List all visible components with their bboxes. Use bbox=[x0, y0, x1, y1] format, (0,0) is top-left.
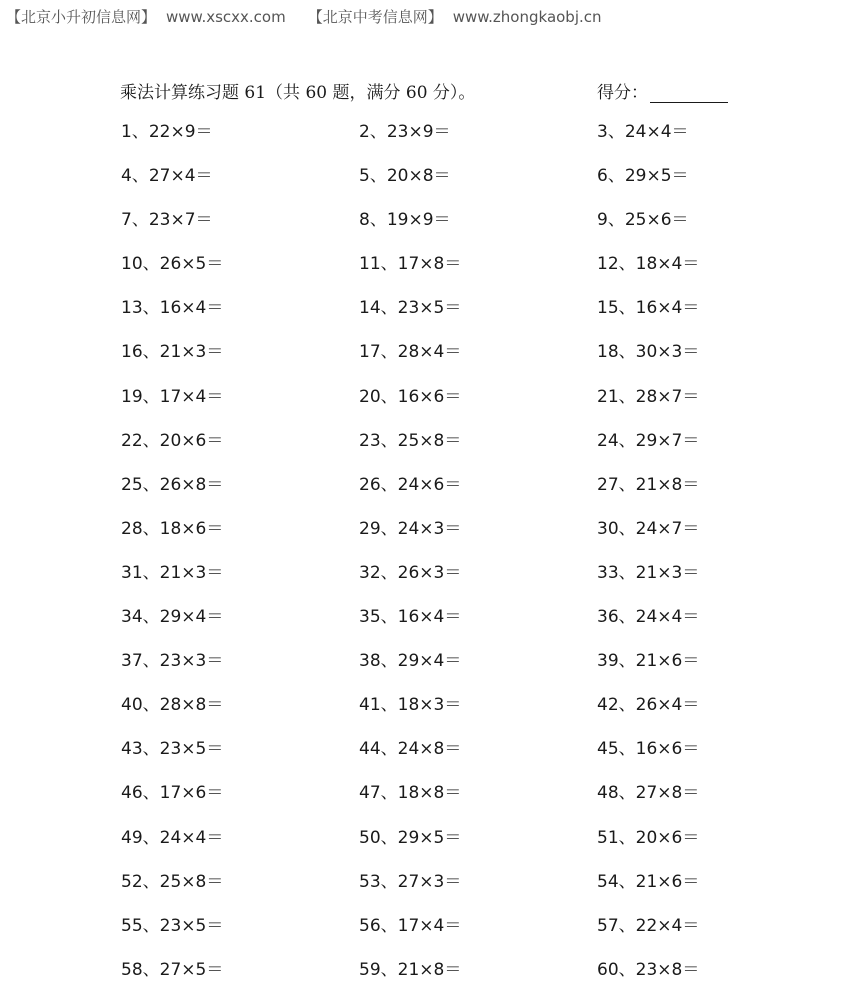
problem-item: 41、18×3＝ bbox=[359, 695, 462, 716]
problem-item: 19、17×4＝ bbox=[121, 386, 224, 407]
problem-item: 36、24×4＝ bbox=[597, 607, 700, 628]
problem-item: 43、23×5＝ bbox=[121, 739, 224, 760]
problem-item: 34、29×4＝ bbox=[121, 607, 224, 628]
problem-item: 18、30×3＝ bbox=[597, 342, 700, 363]
problem-item: 4、27×4＝ bbox=[121, 166, 213, 187]
problem-item: 22、20×6＝ bbox=[121, 430, 224, 451]
problem-item: 29、24×3＝ bbox=[359, 518, 462, 539]
score-blank-line[interactable] bbox=[650, 84, 728, 103]
problem-item: 11、17×8＝ bbox=[359, 254, 462, 275]
score-field bbox=[597, 78, 728, 103]
problem-item: 32、26×3＝ bbox=[359, 562, 462, 583]
problem-item: 46、17×6＝ bbox=[121, 783, 224, 804]
problem-item: 31、21×3＝ bbox=[121, 562, 224, 583]
problem-item: 21、28×7＝ bbox=[597, 386, 700, 407]
problem-item: 30、24×7＝ bbox=[597, 518, 700, 539]
problem-item: 55、23×5＝ bbox=[121, 915, 224, 936]
problem-item: 47、18×8＝ bbox=[359, 783, 462, 804]
problem-item: 39、21×6＝ bbox=[597, 651, 700, 672]
problem-item: 27、21×8＝ bbox=[597, 474, 700, 495]
problem-item: 24、29×7＝ bbox=[597, 430, 700, 451]
problem-item: 20、16×6＝ bbox=[359, 386, 462, 407]
problem-item: 44、24×8＝ bbox=[359, 739, 462, 760]
problem-item: 50、29×5＝ bbox=[359, 827, 462, 848]
problem-item: 13、16×4＝ bbox=[121, 298, 224, 319]
problem-item: 54、21×6＝ bbox=[597, 871, 700, 892]
problem-item: 6、29×5＝ bbox=[597, 166, 689, 187]
problem-item: 38、29×4＝ bbox=[359, 651, 462, 672]
problem-item: 52、25×8＝ bbox=[121, 871, 224, 892]
problem-item: 12、18×4＝ bbox=[597, 254, 700, 275]
site1-name: 【北京小升初信息网】 bbox=[6, 8, 157, 26]
site2-name: 【北京中考信息网】 bbox=[307, 8, 443, 26]
problem-item: 16、21×3＝ bbox=[121, 342, 224, 363]
problem-item: 53、27×3＝ bbox=[359, 871, 462, 892]
problem-item: 23、25×8＝ bbox=[359, 430, 462, 451]
site1-url[interactable]: www.xscxx.com bbox=[166, 8, 286, 26]
page-header bbox=[6, 6, 602, 28]
problem-item: 1、22×9＝ bbox=[121, 122, 213, 142]
problem-item: 58、27×5＝ bbox=[121, 959, 224, 980]
problem-item: 15、16×4＝ bbox=[597, 298, 700, 319]
problem-item: 37、23×3＝ bbox=[121, 651, 224, 672]
problem-item: 14、23×5＝ bbox=[359, 298, 462, 319]
problem-item: 26、24×6＝ bbox=[359, 474, 462, 495]
problem-item: 57、22×4＝ bbox=[597, 915, 700, 936]
problem-item: 8、19×9＝ bbox=[359, 210, 451, 231]
worksheet-title: 乘法计算练习题 61（共 60 题，满分 60 分）。 bbox=[120, 83, 476, 103]
problem-item: 28、18×6＝ bbox=[121, 518, 224, 539]
problem-item: 56、17×4＝ bbox=[359, 915, 462, 936]
title-row bbox=[120, 78, 850, 102]
problem-item: 60、23×8＝ bbox=[597, 959, 700, 980]
problem-item: 45、16×6＝ bbox=[597, 739, 700, 760]
problem-item: 9、25×6＝ bbox=[597, 210, 689, 231]
score-label: 得分： bbox=[597, 83, 648, 103]
problem-item: 10、26×5＝ bbox=[121, 254, 224, 275]
problem-item: 48、27×8＝ bbox=[597, 783, 700, 804]
problem-item: 40、28×8＝ bbox=[121, 695, 224, 716]
problem-grid bbox=[121, 120, 741, 1002]
problem-item: 7、23×7＝ bbox=[121, 210, 213, 231]
problem-item: 25、26×8＝ bbox=[121, 474, 224, 495]
problem-item: 49、24×4＝ bbox=[121, 827, 224, 848]
site2-url[interactable]: www.zhongkaobj.cn bbox=[452, 8, 602, 26]
problem-item: 17、28×4＝ bbox=[359, 342, 462, 363]
problem-item: 59、21×8＝ bbox=[359, 959, 462, 980]
problem-item: 51、20×6＝ bbox=[597, 827, 700, 848]
problem-item: 2、23×9＝ bbox=[359, 122, 451, 142]
problem-item: 3、24×4＝ bbox=[597, 122, 689, 142]
problem-item: 35、16×4＝ bbox=[359, 607, 462, 628]
problem-item: 5、20×8＝ bbox=[359, 166, 451, 187]
problem-item: 33、21×3＝ bbox=[597, 562, 700, 583]
problem-item: 42、26×4＝ bbox=[597, 695, 700, 716]
